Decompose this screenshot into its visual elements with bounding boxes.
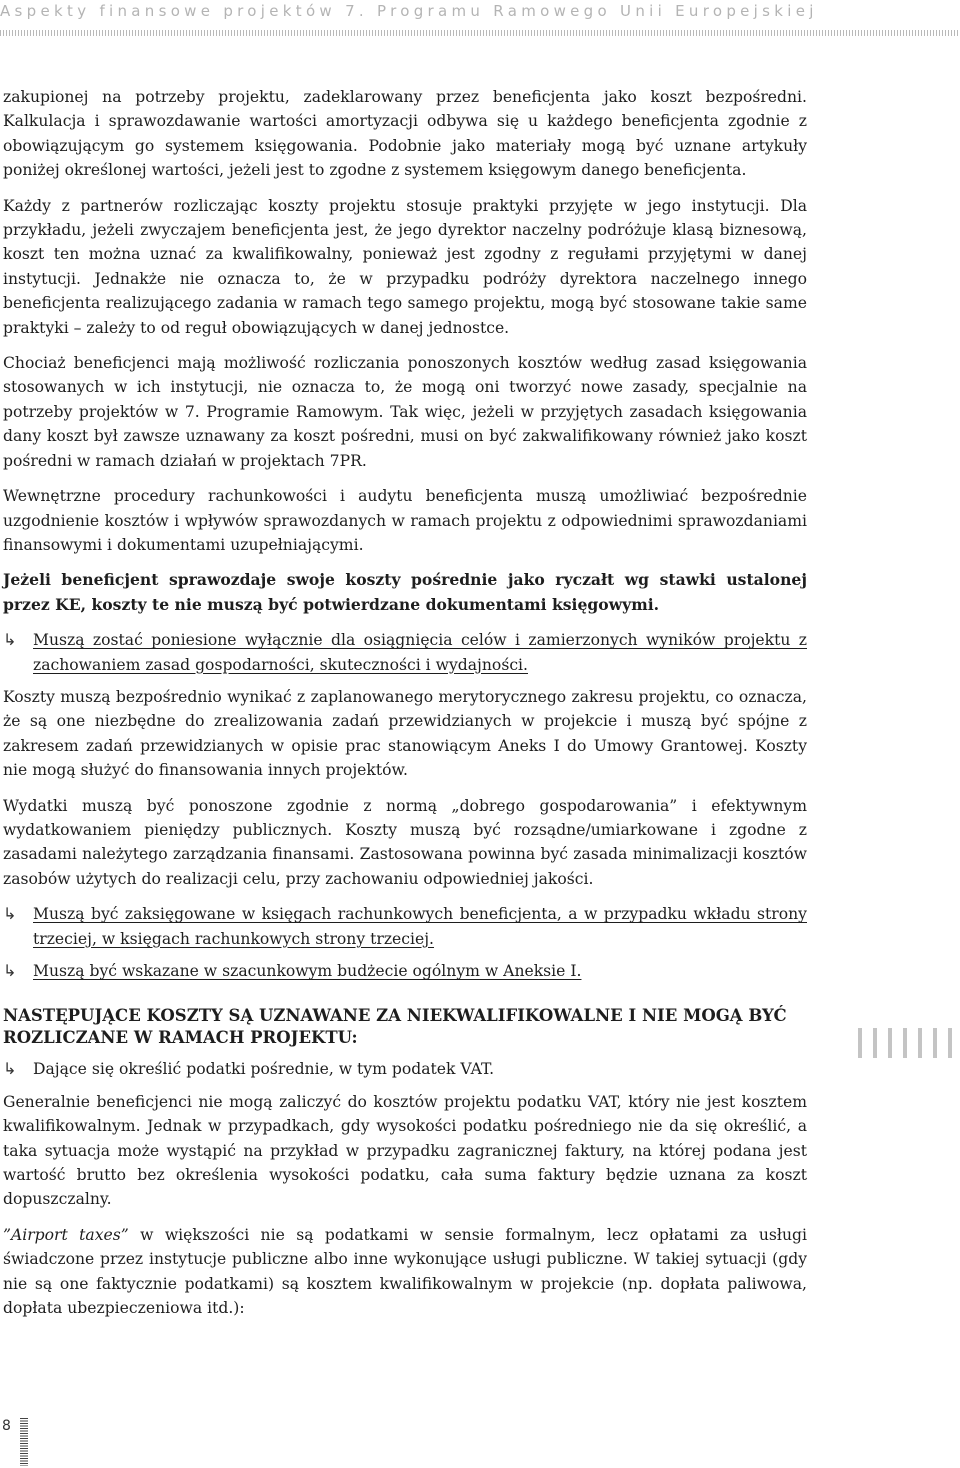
airport-taxes-term: ”Airport taxes” [3,1225,129,1244]
paragraph-good-management: Wydatki muszą być ponoszone zgodnie z normą „dobrego gospodarowania” i efektywnym wydatkowaniem pieniędzy publicznych. Koszty muszą być rozsądne/umiarkowane i zgodne z zasadami należytego zarządzania finansami. Zastosowana powinna być zasada minimalizacji kosztów zasobów użytych do realizacji celu, przy zachowaniu odpowiedniej jakości. [3,796,807,888]
paragraph-partner-practices: Każdy z partnerów rozliczając koszty projektu stosuje praktyki przyjęte w jego instytucji. Dla przykładu, jeżeli zwyczajem beneficjenta jest, że jego dyrektor naczelny podróżuje klasą biznesową, koszt ten można uznać za kwalifikowalny, ponieważ jest zgodny z regułami przyjętymi w danej instytucji. Jednakże nie oznacza to, że w przypadku podróży dyrektora naczelnego innego beneficjenta realizującego zadania w ramach tego samego projektu, mogą być stosowane takie same praktyki – zależy to od reguł obowiązujących w danej jednostce. [3,196,807,337]
noneligible-item [3,1057,807,1081]
requirement-text: Muszą zostać poniesione wyłącznie dla osiągnięcia celów i zamierzonych wyników projektu z zachowaniem zasad gospodarności, skuteczności i wydajności. [33,631,807,674]
requirement-item [3,628,807,677]
paragraph-accounting-rules: Chociaż beneficjenci mają możliwość rozliczania ponoszonych kosztów według zasad księgowania stosowanych w ich instytucji, nie oznacza to, że mogą oni tworzyć nowe zasady, specjalnie na potrzeby projektów w 7. Programie Ramowym. Tak więc, jeżeli w przyjętych zasadach księgowania dany koszt był zawsze uznawany za koszt pośredni, musi on być zakwalifikowany również jako koszt pośredni w ramach działań w projektach 7PR. [3,354,807,470]
paragraph-airport-taxes [3,1223,807,1321]
requirement-text: Muszą być wskazane w szacunkowym budżecie ogólnym w Aneksie I. [33,962,582,980]
requirement-item [3,959,807,983]
arrow-icon: ↳ [3,1059,17,1079]
arrow-icon: ↳ [3,904,17,924]
paragraph-amortization: zakupionej na potrzeby projektu, zadeklarowany przez beneficjenta jako koszt bezpośredni. Kalkulacja i sprawozdawanie wartości amortyzacji odbywa się u każdego beneficjenta zgodnie z obowiązującym go systemem księgowania. Podobnie jako materiały mogą być uznane artykuły poniżej określonej wartości, jeżeli jest to zgodne z systemem księgowym danego beneficjenta. [3,88,807,180]
airport-taxes-text: w większości nie są podatkami w sensie formalnym, lecz opłatami za usługi świadczone przez instytucje publiczne albo inne wykonujące usługi publiczne. W takiej sytuacji (gdy nie są one faktycznie podatkami) są kosztem kwalifikowalnym w projekcie (np. dopłata paliwowa, dopłata ubezpieczeniowa itd.): [3,1225,807,1318]
page-number: 8 [2,1418,11,1434]
header-rule [0,30,960,36]
page-content [3,85,807,1331]
section-heading-noneligible: NASTĘPUJĄCE KOSZTY SĄ UZNAWANE ZA NIEKWALIFIKOWALNE I NIE MOGĄ BYĆ ROZLICZANE W RAMACH PROJEKTU: [3,1006,787,1048]
running-header: Aspekty finansowe projektów 7. Programu Ramowego Unii Europejskiej [0,2,818,20]
paragraph-internal-procedures: Wewnętrzne procedury rachunkowości i audytu beneficjenta muszą umożliwiać bezpośrednie uzgodnienie kosztów i wpływów sprawozdanych w ramach projektu z odpowiednimi sprawozdaniami finansowymi i dokumentami uzupełniającymi. [3,487,807,554]
requirement-item [3,902,807,951]
paragraph-flat-rate: Jeżeli beneficjent sprawozdaje swoje koszty pośrednie jako ryczałt wg stawki ustalonej przez KE, koszty te nie muszą być potwierdzane dokumentami księgowymi. [3,570,807,614]
paragraph-vat: Generalnie beneficjenci nie mogą zaliczyć do kosztów projektu podatku VAT, który nie jest kosztem kwalifikowalnym. Jednak w przypadkach, gdy wysokości podatku pośredniego nie da się określić, a taka sytuacja może wystąpić na przykład w przypadku zagranicznej faktury, na której podana jest wartość brutto bez określenia wysokości podatku, cała suma faktury będzie uznana za koszt dopuszczalny. [3,1092,807,1209]
arrow-icon: ↳ [3,630,17,650]
paragraph-project-scope: Koszty muszą bezpośrednio wynikać z zaplanowanego merytorycznego zakresu projektu, co oznacza, że są one niezbędne do zrealizowania zadań przewidzianych w projekcie i muszą być spójne z zakresem zadań przewidzianych w opisie prac stanowiącym Aneks I do Umowy Grantowej. Koszty nie mogą służyć do finansowania innych projektów. [3,687,807,780]
arrow-icon: ↳ [3,961,17,980]
section-marker-bars [858,1028,960,1058]
requirement-text: Muszą być zaksięgowane w księgach rachunkowych beneficjenta, a w przypadku wkładu strony trzeciej, w księgach rachunkowych strony trzeciej. [33,905,807,948]
page-marker-lines [20,1418,28,1466]
noneligible-item-text: Dające się określić podatki pośrednie, w tym podatek VAT. [33,1060,495,1079]
